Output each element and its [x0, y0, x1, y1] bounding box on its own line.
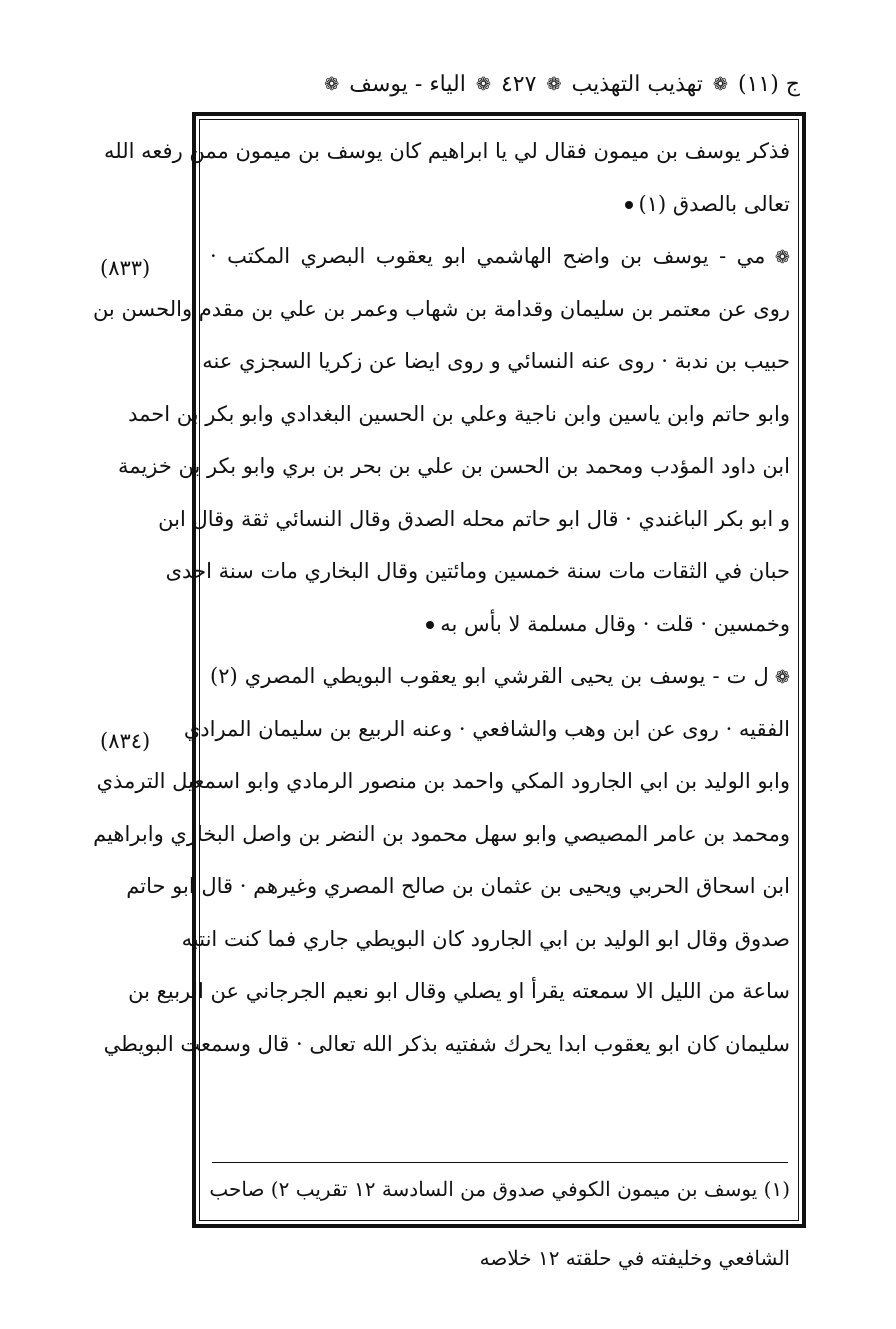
footnote: (١) يوسف بن ميمون الكوفي صدوق من السادسة ١٢ تقريب ٢) صاحب [209, 1177, 790, 1201]
end-dot-icon [426, 621, 434, 629]
entry-number-833: (٨٣٣) [100, 256, 151, 280]
volume-label: ج (١١) [737, 71, 800, 97]
text-line [128, 388, 790, 441]
text-line [202, 335, 790, 388]
text-line [126, 860, 790, 913]
text-line [93, 808, 790, 861]
ornament-icon: ❁ [475, 73, 491, 95]
text-line [158, 493, 790, 546]
text-line [210, 598, 790, 651]
line-text: مي - يوسف بن واضح الهاشمي ابو يعقوب البصري المكتب · [210, 244, 766, 268]
footnote-divider [212, 1162, 788, 1163]
ornament-icon: ❁ [768, 667, 790, 688]
line-text: ابن داود المؤدب ومحمد بن الحسن بن علي بن بحر بن بري وابو بكر بن خزيمة [118, 454, 790, 478]
ornament-icon: ❁ [765, 247, 790, 268]
line-text: روى عن معتمر بن سليمان وقدامة بن شهاب وعمر بن علي بن مقدم والحسن بن [92, 296, 790, 321]
line-text: و ابو بكر الباغندي · قال ابو حاتم محله الصدق وقال النسائي ثقة وقال ابن [158, 506, 790, 531]
text-line [165, 545, 790, 598]
text-line [104, 125, 790, 178]
entry-heading-line [210, 650, 790, 703]
text-line [128, 965, 790, 1018]
entry-heading-line [210, 230, 790, 283]
line-text: حبيب بن ندبة · روى عنه النسائي و روى ايضا عن زكريا السجزي عنه [202, 349, 790, 373]
line-text: وخمسين · قلت · وقال مسلمة لا بأس به [440, 611, 790, 636]
ornament-icon: ❁ [712, 73, 728, 95]
line-text: ابن اسحاق الحربي ويحيى بن عثمان بن صالح المصري وغيرهم · قال ابو حاتم [126, 874, 790, 898]
line-text: فذكر يوسف بن ميمون فقال لي يا ابراهيم كان يوسف بن ميمون ممن رفعه الله [104, 139, 790, 163]
text-line [96, 755, 790, 808]
line-text: ومحمد بن عامر المصيصي وابو سهل محمود بن النضر بن واصل البخاري وابراهيم [93, 821, 790, 846]
ornament-icon: ❁ [546, 73, 562, 95]
text-line [103, 1018, 790, 1071]
line-text: الفقيه · روى عن ابن وهب والشافعي · وعنه الربيع بن سليمان المرادي [183, 716, 790, 741]
line-text: صدوق وقال ابو الوليد بن ابي الجارود كان البويطي جاري فما كنت انتبه [181, 926, 790, 951]
text-line [210, 178, 790, 231]
book-title: تهذيب التهذيب [571, 71, 703, 97]
ornament-icon: ❁ [324, 73, 340, 95]
text-line [183, 703, 790, 756]
text-line [118, 440, 790, 493]
line-text: حبان في الثقات مات سنة خمسين ومائتين وقال البخاري مات سنة احدى [165, 559, 790, 583]
line-text: ل ت - يوسف بن يحيى القرشي ابو يعقوب البويطي المصري (٢) [210, 664, 769, 688]
footnote-continuation: الشافعي وخليفته في حلقته ١٢ خلاصه [479, 1246, 790, 1270]
text-line [181, 913, 790, 966]
line-text: وابو حاتم وابن ياسين وابن ناجية وعلي بن الحسين البغدادي وابو بكر بن احمد [128, 401, 790, 426]
line-text: سليمان كان ابو يعقوب ابدا يحرك شفتيه بذكر الله تعالى · قال وسمعت البويطي [103, 1031, 790, 1056]
section-title: الياء - يوسف [349, 71, 466, 97]
line-text: تعالى بالصدق (١) [638, 191, 790, 216]
running-header [180, 62, 800, 106]
line-text: ساعة من الليل الا سمعته يقرأ او يصلي وقال ابو نعيم الجرجاني عن الربيع بن [128, 979, 790, 1003]
page-number: ٤٢٧ [500, 71, 537, 97]
text-line [92, 283, 790, 336]
line-text: وابو الوليد بن ابي الجارود المكي واحمد بن منصور الرمادي وابو اسمعيل الترمذي [96, 769, 790, 793]
end-dot-icon [625, 201, 633, 209]
entry-number-834: (٨٣٤) [100, 729, 151, 753]
